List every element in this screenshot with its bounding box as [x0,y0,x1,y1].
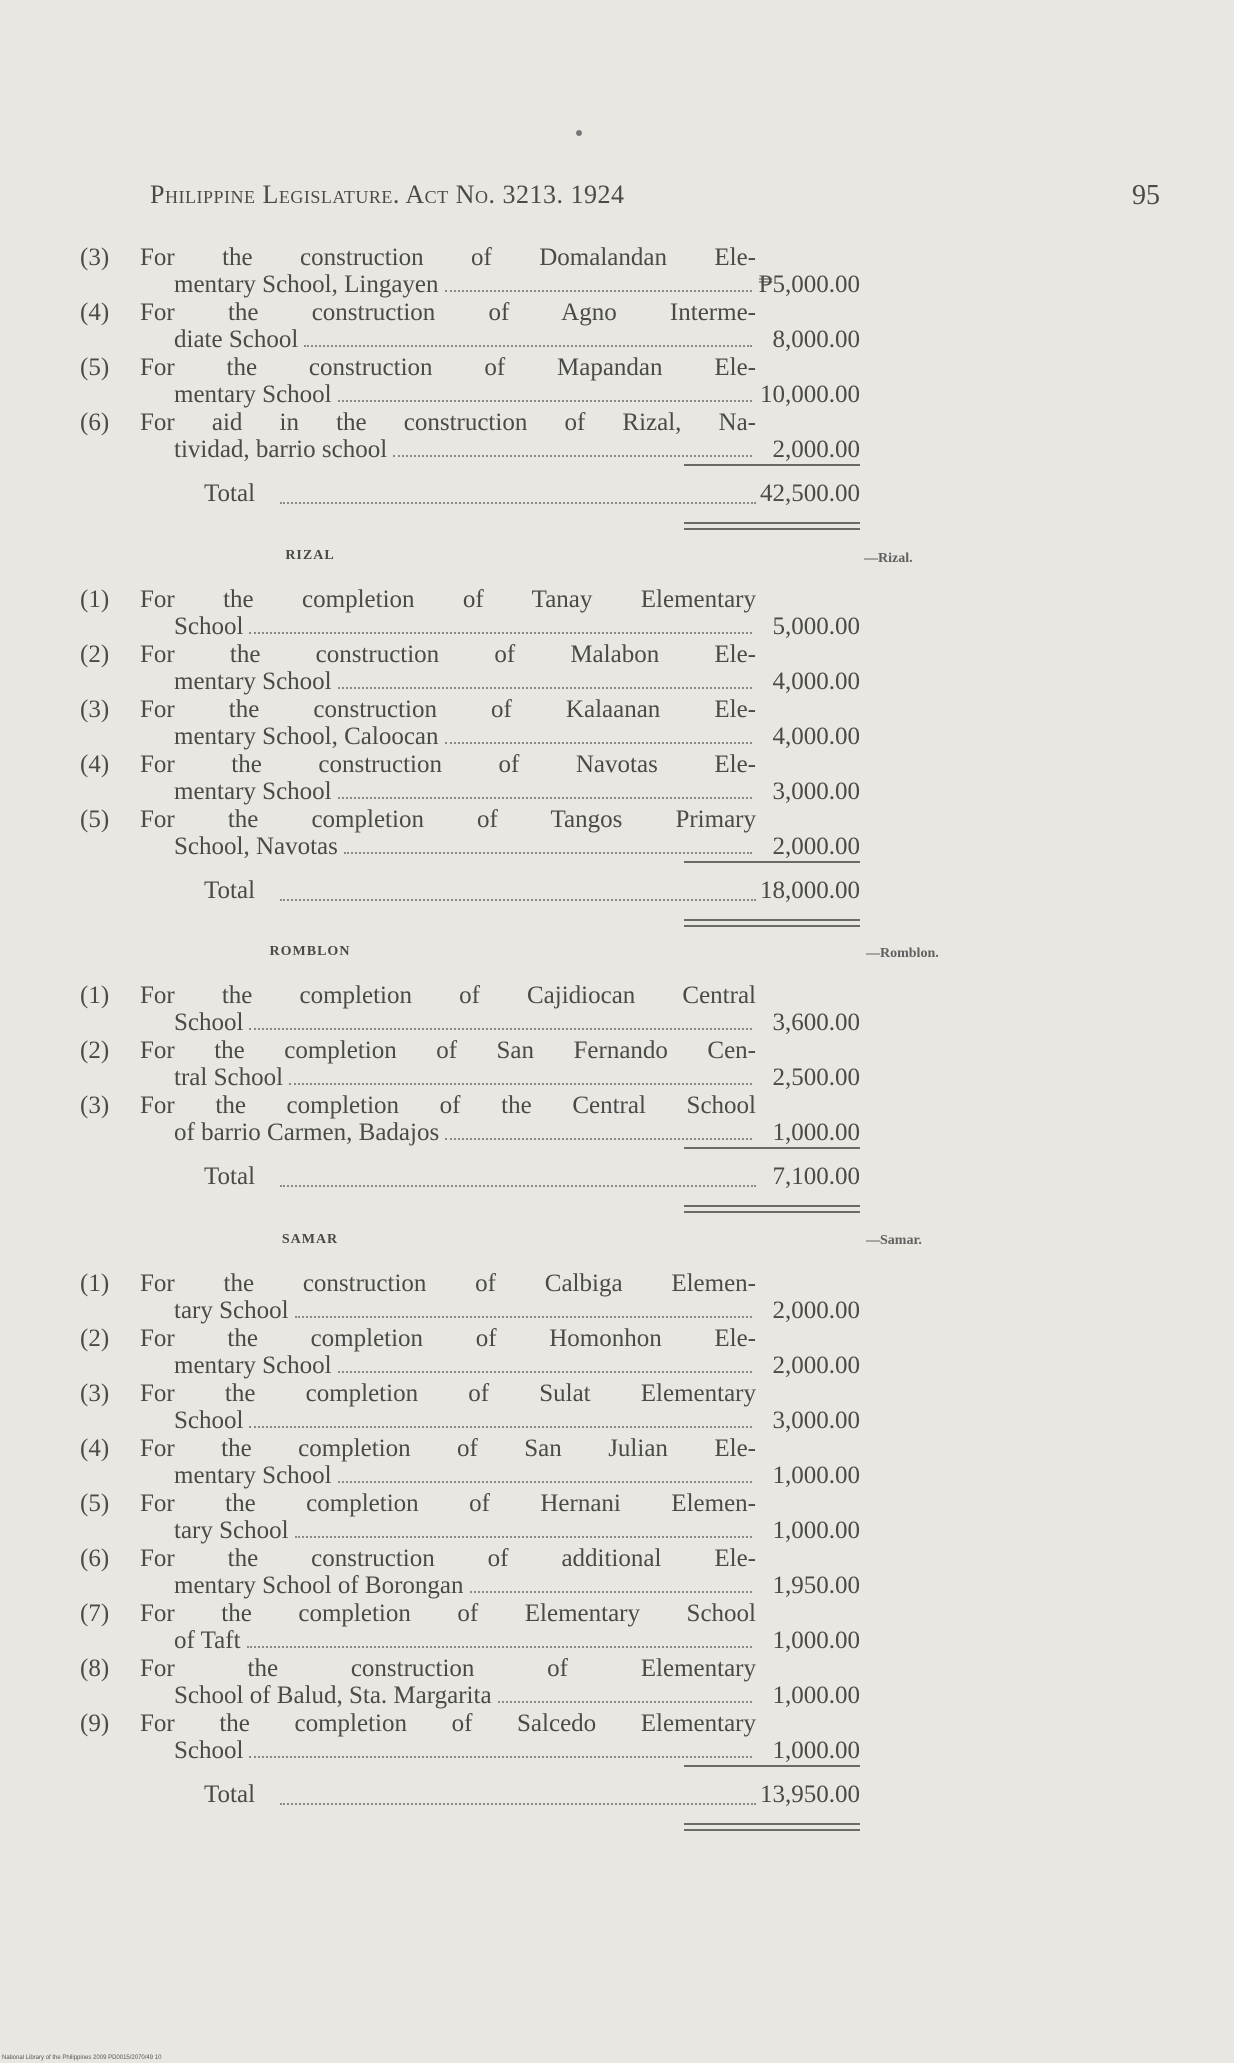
item-text-line1: For the construction of Elementary [140,1655,756,1682]
item-amount: 2,000.00 [772,1297,860,1324]
dot-leader [249,1737,752,1758]
total-label: Total [204,1163,256,1190]
double-rule [684,1823,860,1831]
item-number: (7) [80,1600,110,1627]
item-number: (4) [80,751,110,778]
item-text-line2-content: School [174,1009,244,1036]
item-text-line2 [174,1682,756,1710]
item-text-line1: For the completion of San Fernando Cen- [140,1037,756,1064]
appropriation-item [80,1655,860,1710]
appropriation-item [80,409,860,464]
item-number: (6) [80,409,110,436]
appropriation-item [80,1270,860,1325]
item-text-line2 [174,1352,756,1380]
item-text-line2 [174,271,756,299]
item-text-line1: For the completion of Elementary School [140,1600,756,1627]
item-text-line2 [174,326,756,354]
item-text-line1: For the completion of Salcedo Elementary [140,1710,756,1737]
item-number: (1) [80,1270,110,1297]
item-text-line1: For the completion of the Central School [140,1092,756,1119]
dot-leader [338,1352,752,1373]
item-text-line2 [174,1737,756,1765]
subtotal-rule [80,1147,860,1151]
scan-credit: National Library of the Philippines 2009 PD0015/2070/49 10 [2,2055,162,2061]
item-text-line2-content: mentary School [174,1352,332,1379]
item-amount: 3,000.00 [772,1407,860,1434]
appropriation-item [80,1092,860,1147]
dot-leader [280,899,756,901]
total-amount: 13,950.00 [760,1781,860,1808]
item-text-line1: For the completion of Sulat Elementary [140,1380,756,1407]
item-text-line1: For the construction of additional Ele- [140,1545,756,1572]
item-number: (3) [80,696,110,723]
item-text-line1: For the construction of Calbiga Elemen- [140,1270,756,1297]
total-label: Total [204,1781,256,1808]
dot-leader [249,1009,752,1030]
total-label: Total [204,877,256,904]
item-text-line2 [174,1627,756,1655]
appropriation-item [80,244,860,299]
item-text-line2-content: School [174,1407,244,1434]
appropriation-item [80,641,860,696]
item-amount: 1,000.00 [772,1462,860,1489]
item-text-line2 [174,1572,756,1600]
dot-leader [295,1517,752,1538]
item-amount: 2,000.00 [772,833,860,860]
total-amount: 18,000.00 [760,877,860,904]
item-number: (2) [80,1325,110,1352]
item-number: (2) [80,641,110,668]
item-amount: ₱5,000.00 [758,271,860,298]
single-rule [684,1147,860,1149]
item-text-line2-content: tral School [174,1064,284,1091]
item-text-line1: For the construction of Agno Interme- [140,299,756,326]
dot-leader [338,381,752,402]
item-number: (9) [80,1710,110,1737]
item-text-line2 [174,723,756,751]
item-amount: 1,000.00 [772,1517,860,1544]
item-text-line2 [174,1517,756,1545]
item-text-line2-content: School [174,613,244,640]
item-text-line2-content: diate School [174,326,299,353]
dot-leader [304,326,752,347]
appropriation-item [80,1325,860,1380]
dot-leader [338,668,752,689]
item-text-line2-content: mentary School [174,1462,332,1489]
print-speck [576,130,582,136]
item-text-line1: For the construction of Kalaanan Ele- [140,696,756,723]
item-text-line1: For the construction of Domalandan Ele- [140,244,756,271]
dot-leader [344,833,752,854]
page-header [150,180,1160,220]
section-heading: ROMBLON [269,944,351,959]
total-row [80,877,860,913]
double-rule [684,1205,860,1213]
item-number: (1) [80,586,110,613]
appropriation-item [80,1435,860,1490]
item-text-line2-content: of barrio Carmen, Badajos [174,1119,440,1146]
running-head: Philippine Legislature. Act No. 3213. 1924 [150,180,625,209]
item-number: (5) [80,1490,110,1517]
item-text-line2-content: mentary School [174,668,332,695]
item-text-line2 [174,833,756,861]
dot-leader [445,271,752,292]
double-rule [684,522,860,530]
item-amount: 10,000.00 [760,381,860,408]
total-double-rule [80,522,860,530]
item-text-line1: For the construction of Mapandan Ele- [140,354,756,381]
appropriation-item [80,751,860,806]
item-amount: 1,950.00 [772,1572,860,1599]
item-text-line2-content: School, Navotas [174,833,338,860]
dot-leader [445,1119,752,1140]
item-text-line2-content: mentary School [174,778,332,805]
item-number: (2) [80,1037,110,1064]
item-text-line2-content: tary School [174,1517,289,1544]
item-amount: 1,000.00 [772,1119,860,1146]
item-amount: 4,000.00 [772,723,860,750]
item-amount: 2,000.00 [772,436,860,463]
item-amount: 1,000.00 [772,1737,860,1764]
appropriation-item [80,1380,860,1435]
margin-note-samar: —Samar. [866,1233,922,1248]
item-text-line2-content: mentary School [174,381,332,408]
item-amount: 3,000.00 [772,778,860,805]
item-number: (3) [80,1380,110,1407]
appropriation-item [80,1490,860,1545]
section-heading: SAMAR [281,1232,339,1247]
dot-leader [249,1407,752,1428]
item-number: (4) [80,1435,110,1462]
item-amount: 2,500.00 [772,1064,860,1091]
total-amount: 7,100.00 [772,1163,860,1190]
item-number: (3) [80,1092,110,1119]
total-row [80,1781,860,1817]
subtotal-rule [80,861,860,865]
total-row [80,480,860,516]
item-number: (8) [80,1655,110,1682]
item-amount: 5,000.00 [772,613,860,640]
appropriation-item [80,806,860,861]
margin-note-rizal: —Rizal. [864,551,913,566]
dot-leader [393,436,752,457]
appropriation-item [80,586,860,641]
section-romblon [80,944,860,1213]
item-text-line2-content: tividad, barrio school [174,436,388,463]
dot-leader [338,1462,752,1483]
dot-leader [247,1627,752,1648]
item-text-line2-content: School of Balud, Sta. Margarita [174,1682,492,1709]
item-text-line1: For the completion of Hernani Elemen- [140,1490,756,1517]
item-text-line2 [174,613,756,641]
item-number: (3) [80,244,110,271]
appropriation-item [80,354,860,409]
margin-note-romblon: —Romblon. [866,946,939,961]
item-number: (5) [80,806,110,833]
total-double-rule [80,919,860,927]
dot-leader [295,1297,752,1318]
item-text-line2-content: tary School [174,1297,289,1324]
single-rule [684,1765,860,1767]
section-pangasinan-continued [80,244,860,530]
dot-leader [445,723,752,744]
total-double-rule [80,1205,860,1213]
item-text-line1: For the completion of Tangos Primary [140,806,756,833]
item-text-line2-content: mentary School of Borongan [174,1572,464,1599]
item-text-line1: For the construction of Malabon Ele- [140,641,756,668]
item-number: (5) [80,354,110,381]
appropriation-item [80,1710,860,1765]
item-amount: 3,600.00 [772,1009,860,1036]
item-text-line2 [174,1009,756,1037]
item-text-line2 [174,1407,756,1435]
item-text-line2 [174,1297,756,1325]
item-text-line2-content: mentary School, Caloocan [174,723,439,750]
item-text-line2 [174,1119,756,1147]
section-heading: RIZAL [285,548,335,563]
total-double-rule [80,1823,860,1831]
item-amount: 2,000.00 [772,1352,860,1379]
subtotal-rule [80,464,860,468]
item-amount: 8,000.00 [772,326,860,353]
item-amount: 1,000.00 [772,1682,860,1709]
item-number: (6) [80,1545,110,1572]
page-number: 95 [1132,180,1160,211]
item-text-line1: For the construction of Navotas Ele- [140,751,756,778]
item-text-line2-content: of Taft [174,1627,241,1654]
item-text-line2-content: mentary School, Lingayen [174,271,439,298]
item-text-line2 [174,778,756,806]
single-rule [684,464,860,466]
item-text-line1: For aid in the construction of Rizal, Na- [140,409,756,436]
dot-leader [280,1185,756,1187]
item-text-line2 [174,381,756,409]
item-text-line2 [174,1064,756,1092]
item-text-line1: For the completion of Tanay Elementary [140,586,756,613]
item-text-line2-content: School [174,1737,244,1764]
dot-leader [249,613,752,634]
item-text-line1: For the completion of Homonhon Ele- [140,1325,756,1352]
appropriation-item [80,982,860,1037]
total-amount: 42,500.00 [760,480,860,507]
subtotal-rule [80,1765,860,1769]
item-amount: 1,000.00 [772,1627,860,1654]
item-number: (4) [80,299,110,326]
dot-leader [338,778,752,799]
item-amount: 4,000.00 [772,668,860,695]
section-samar [80,1232,860,1831]
double-rule [684,919,860,927]
item-text-line2 [174,1462,756,1490]
single-rule [684,861,860,863]
dot-leader [280,1803,756,1805]
appropriation-item [80,299,860,354]
dot-leader [280,502,756,504]
item-number: (1) [80,982,110,1009]
item-text-line2 [174,436,756,464]
appropriation-item [80,696,860,751]
dot-leader [289,1064,752,1085]
total-row [80,1163,860,1199]
item-text-line1: For the completion of Cajidiocan Central [140,982,756,1009]
appropriation-item [80,1545,860,1600]
appropriation-item [80,1600,860,1655]
item-text-line1: For the completion of San Julian Ele- [140,1435,756,1462]
section-rizal [80,548,860,927]
total-label: Total [204,480,256,507]
item-text-line2 [174,668,756,696]
appropriation-item [80,1037,860,1092]
